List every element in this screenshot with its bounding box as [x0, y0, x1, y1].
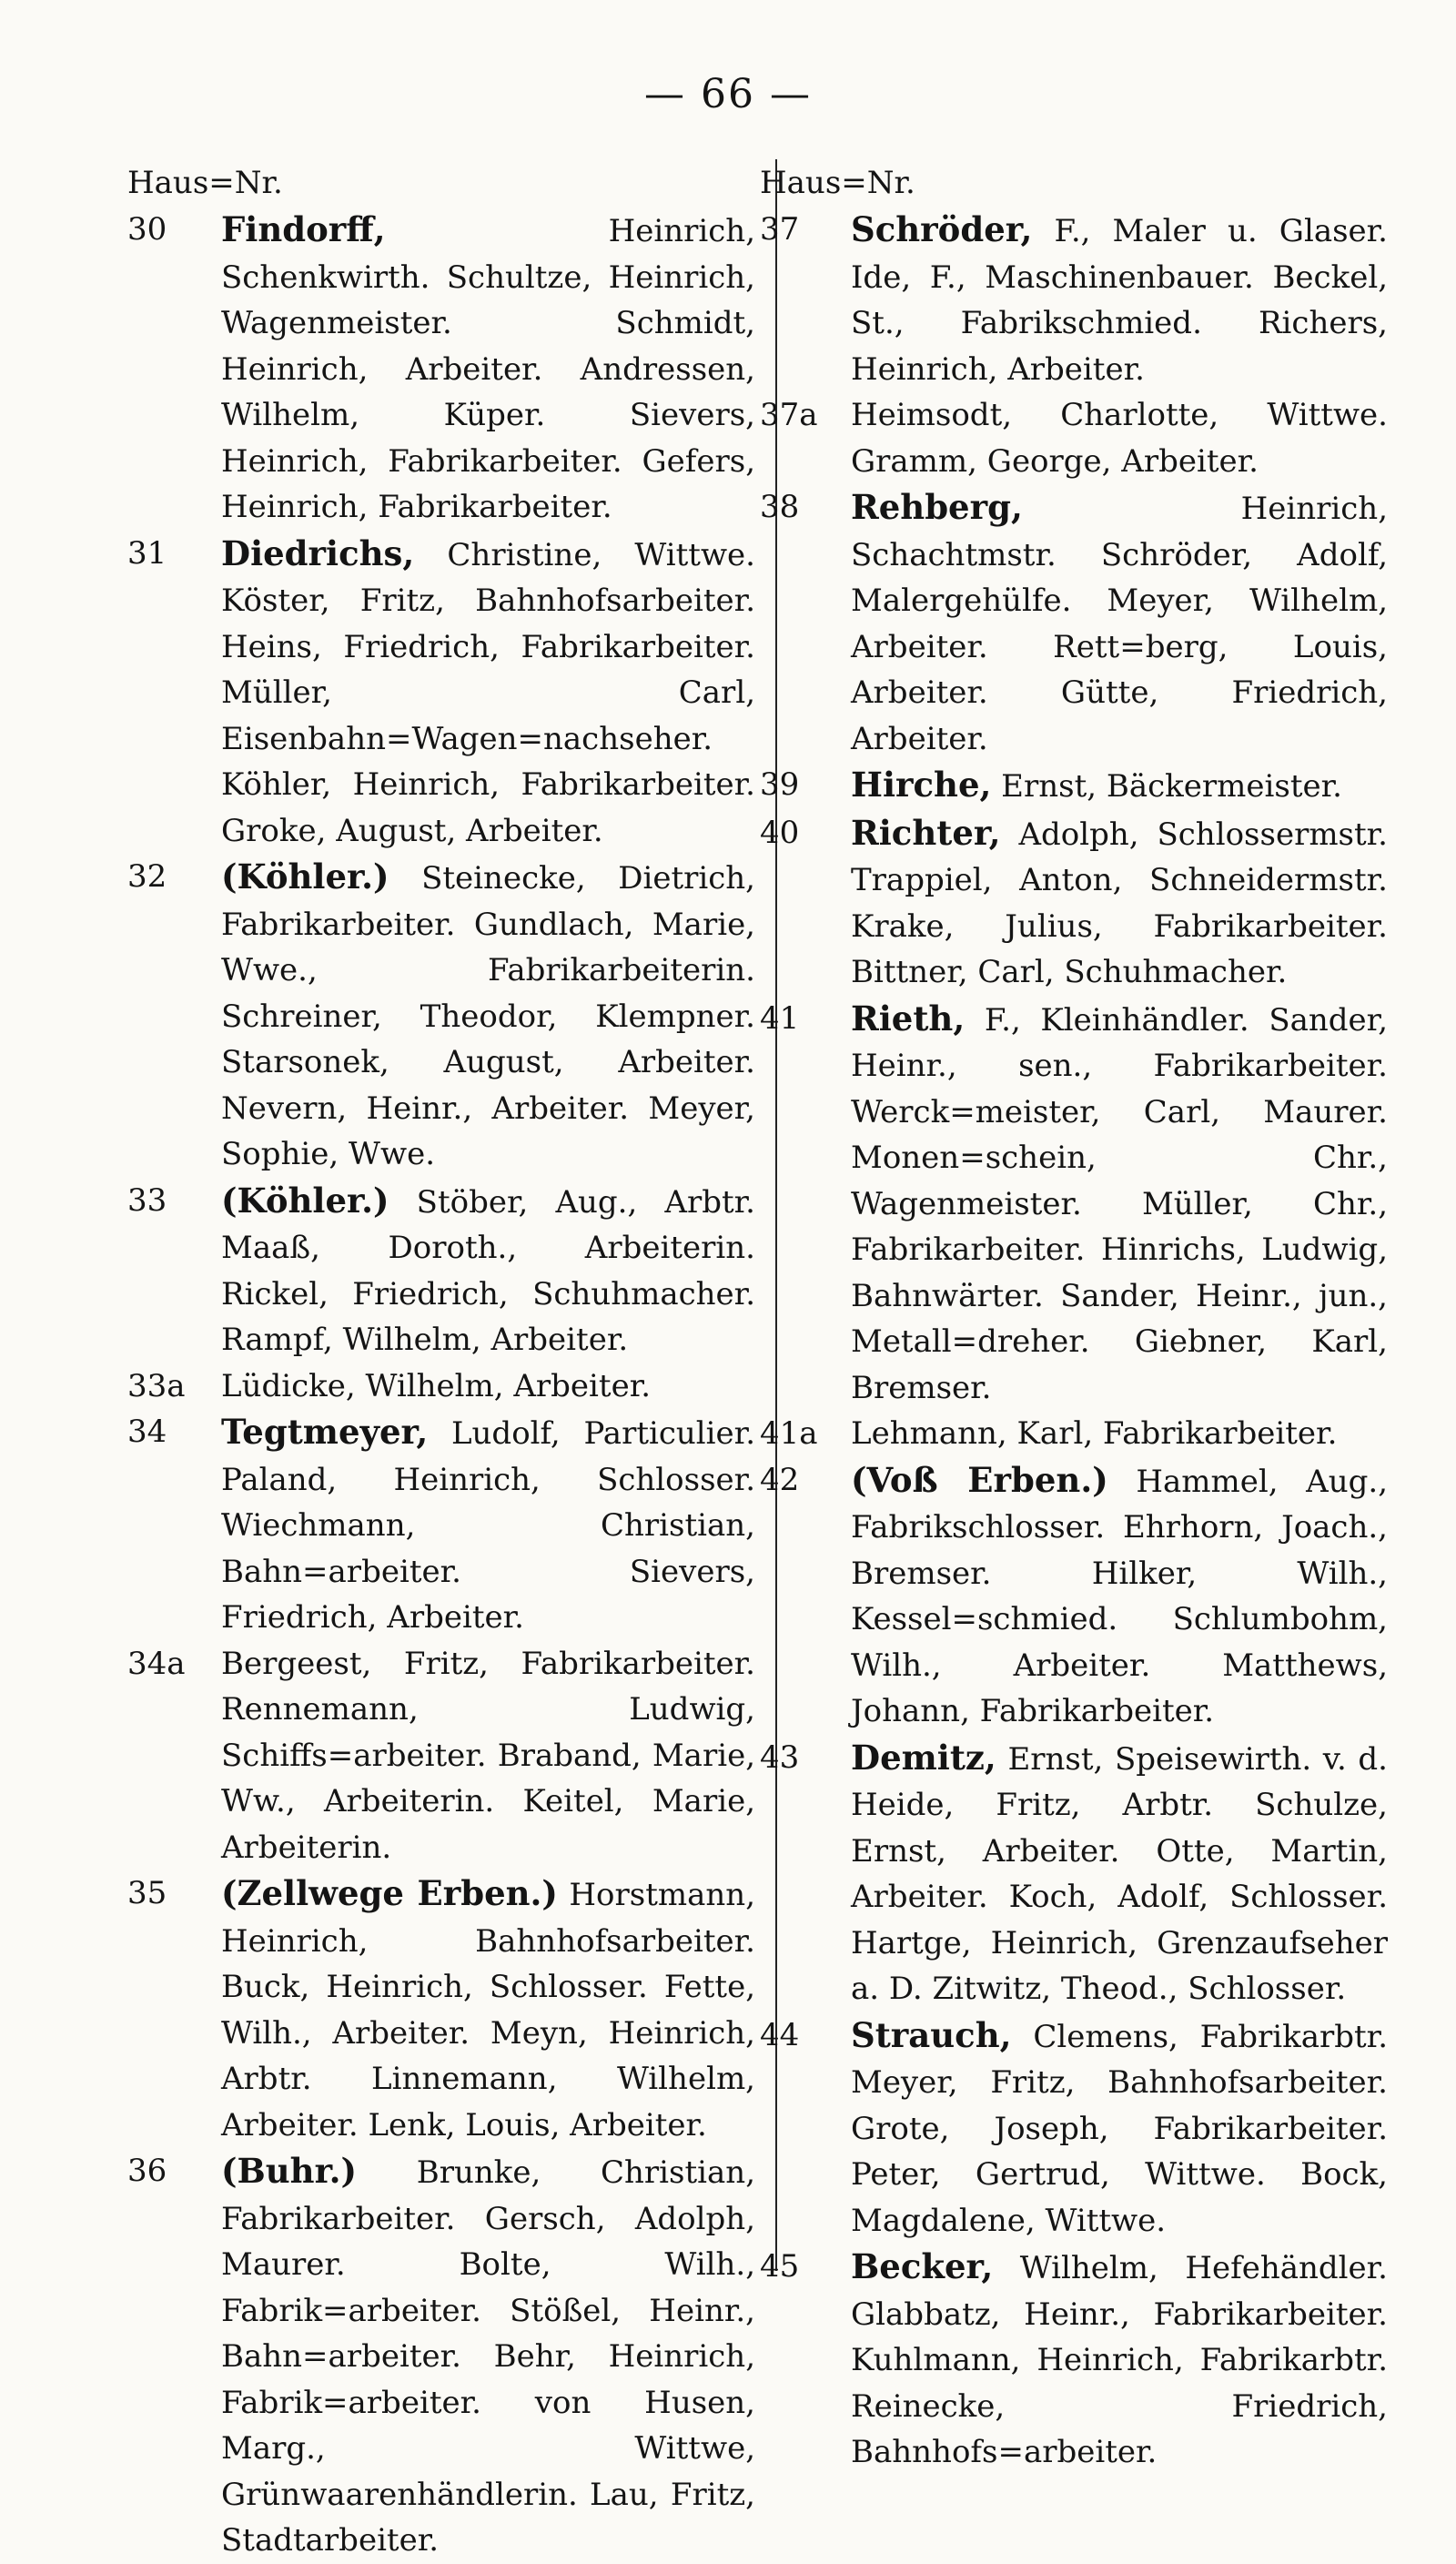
residents-text: Ernst, Bäckermeister. — [1001, 768, 1342, 805]
entry-text — [851, 1457, 1388, 1735]
entry-list — [760, 207, 1388, 2476]
house-entry — [760, 1411, 1388, 1457]
house-number: 30 — [127, 211, 167, 248]
house-number: 33 — [127, 1181, 167, 1219]
house-entry — [127, 531, 755, 855]
residents-text: Lüdicke, Wilhelm, Arbeiter. — [221, 1367, 652, 1404]
left-column — [127, 159, 755, 2564]
owner-name: Rehberg, — [851, 487, 1023, 527]
house-number: 34a — [127, 1645, 186, 1682]
owner-name: (Köhler.) — [221, 1180, 389, 1221]
house-entry — [760, 2244, 1388, 2476]
house-number: 33a — [127, 1367, 186, 1404]
house-entry — [760, 996, 1388, 1412]
page-number: — 66 — — [644, 71, 812, 117]
residents-text: Brunke, Christian, Fabrikarbeiter. Gersch, Adolph, Maurer. Bolte, Wilh., Fabrik=arbeiter. Stößel, Heinr., Bahn=arbeiter. Behr, Heinrich, Fabrik=arbeiter. von Husen, Marg., Wittwe, Grünwaarenhändlerin. Lau, Fritz, Stadtarbeiter. — [221, 2154, 756, 2559]
residents-text: Clemens, Fabrikarbtr. Meyer, Fritz, Bahnhofsarbeiter. Grote, Joseph, Fabrikarbeiter. Peter, Gertrud, Wittwe. Bock, Magdalene, Wittwe. — [851, 2018, 1388, 2239]
house-number: 45 — [760, 2248, 800, 2285]
house-entry — [760, 1457, 1388, 1735]
residents-text: Stöber, Aug., Arbtr. Maaß, Doroth., Arbeiterin. Rickel, Friedrich, Schuhmacher. Rampf, Wilhelm, Arbeiter. — [221, 1183, 755, 1358]
owner-name: Diedrichs, — [221, 532, 415, 573]
owner-name: Rieth, — [851, 998, 966, 1039]
house-entry — [760, 2012, 1388, 2245]
house-entry — [760, 207, 1388, 392]
house-entry — [760, 762, 1388, 810]
entry-text — [851, 762, 1388, 810]
house-number: 38 — [760, 489, 800, 525]
house-entry — [127, 1870, 755, 2148]
residents-text: Horstmann, Heinrich, Bahnhofsarbeiter. Buck, Heinrich, Schlosser. Fette, Wilh., Arbeiter. Meyn, Heinrich, Arbtr. Linnemann, Wilhelm, Arbeiter. Lenk, Louis, Arbeiter. — [221, 1877, 756, 2143]
house-entry — [760, 810, 1388, 996]
house-number: 41 — [760, 999, 800, 1037]
entry-text — [851, 207, 1388, 392]
residents-text: Ludolf, Particulier. Paland, Heinrich, Schlosser. Wiechmann, Christian, Bahn=arbeiter. Sievers, Friedrich, Arbeiter. — [221, 1415, 755, 1636]
entry-text — [221, 2148, 755, 2564]
house-number: 39 — [760, 766, 800, 803]
house-number: 36 — [127, 2153, 167, 2189]
residents-text: Ernst, Speisewirth. v. d. Heide, Fritz, Arbtr. Schulze, Ernst, Arbeiter. Otte, Martin, Arbeiter. Koch, Adolf, Schlosser. Hartge, Heinrich, Grenzaufseher a. D. Zitwitz, Theod., Schlosser. — [851, 1740, 1388, 2007]
entry-text — [851, 2244, 1388, 2476]
house-entry — [127, 854, 755, 1178]
owner-name: (Köhler.) — [221, 856, 389, 897]
house-number: 37 — [760, 211, 800, 248]
residents-text: Christine, Wittwe. Köster, Fritz, Bahnhofsarbeiter. Heins, Friedrich, Fabrikarbeiter. Müller, Carl, Eisenbahn=Wagen=nachseher. Köhler, Heinrich, Fabrikarbeiter. Groke, August, Arbeiter. — [221, 536, 755, 849]
house-entry — [127, 1363, 755, 1410]
entry-text — [221, 1363, 755, 1410]
house-number: 37a — [760, 397, 818, 433]
house-entry — [127, 207, 755, 531]
residents-text: Heinrich, Schachtmstr. Schröder, Adolf, Malergehülfe. Meyer, Wilhelm, Arbeiter. Rett=berg, Louis, Arbeiter. Gütte, Friedrich, Arbeiter. — [851, 491, 1388, 757]
entry-text — [851, 1411, 1388, 1457]
house-entry — [127, 1409, 755, 1641]
residents-text: Heimsodt, Charlotte, Wittwe. Gramm, George, Arbeiter. — [851, 397, 1388, 480]
entry-list — [127, 207, 755, 2564]
residents-text: Heinrich, Schenkwirth. Schultze, Heinrich, Wagenmeister. Schmidt, Heinrich, Arbeiter. Andressen, Wilhelm, Küper. Sievers, Heinrich, Fabrikarbeiter. Gefers, Heinrich, Fabrikarbeiter. — [221, 213, 755, 525]
entry-text — [851, 810, 1388, 996]
residents-text: F., Kleinhändler. Sander, Heinr., sen., Fabrikarbeiter. Werck=meister, Carl, Maurer. Monen=schein, Chr., Wagenmeister. Müller, Chr., Fabrikarbeiter. Hinrichs, Ludwig, Bahnwärter. Sander, Heinr., jun., Metall=dreher. Giebner, Karl, Bremser. — [851, 1001, 1389, 1406]
entry-text — [851, 2012, 1388, 2245]
residents-text: Bergeest, Fritz, Fabrikarbeiter. Rennemann, Ludwig, Schiffs=arbeiter. Braband, Marie, Ww., Arbeiterin. Keitel, Marie, Arbeiterin. — [221, 1645, 755, 1866]
entry-text — [221, 854, 755, 1178]
house-number: 32 — [127, 858, 167, 895]
house-number: 40 — [760, 814, 800, 851]
residents-text: Steinecke, Dietrich, Fabrikarbeiter. Gundlach, Marie, Wwe., Fabrikarbeiterin. Schreiner, Theodor, Klempner. Starsonek, August, Arbeiter. Nevern, Heinr., Arbeiter. Meyer, Sophie, Wwe. — [221, 860, 755, 1172]
house-entry — [127, 1178, 755, 1363]
residents-text: Hammel, Aug., Fabrikschlosser. Ehrhorn, Joach., Bremser. Hilker, Wilh., Kessel=schmied. Schlumbohm, Wilh., Arbeiter. Matthews, Johann, Fabrikarbeiter. — [851, 1463, 1389, 1729]
entry-text — [221, 531, 755, 855]
entry-text — [221, 1409, 755, 1641]
house-entry — [760, 1735, 1388, 2012]
right-column — [760, 159, 1388, 2476]
house-number: 35 — [127, 1875, 167, 1911]
house-entry — [760, 392, 1388, 484]
entry-text — [851, 392, 1388, 484]
owner-name: Hirche, — [851, 765, 992, 805]
entry-text — [851, 484, 1388, 762]
owner-name: (Buhr.) — [221, 2151, 358, 2191]
house-number-header: Haus=Nr. — [127, 165, 283, 201]
house-entry — [127, 1641, 755, 1871]
house-number-header: Haus=Nr. — [760, 165, 915, 201]
residents-text: F., Maler u. Glaser. Ide, F., Maschinenbauer. Beckel, St., Fabrikschmied. Richers, Heinrich, Arbeiter. — [851, 213, 1388, 388]
entry-text — [221, 1870, 755, 2148]
entry-text — [221, 1641, 755, 1871]
house-number: 43 — [760, 1738, 800, 1776]
house-entry — [127, 2148, 755, 2564]
house-entry — [760, 484, 1388, 762]
house-number: 41a — [760, 1415, 818, 1452]
residents-text: Wilhelm, Hefehändler. Glabbatz, Heinr., Fabrikarbeiter. Kuhlmann, Heinrich, Fabrikarbtr. Reinecke, Friedrich, Bahnhofs=arbeiter. — [851, 2250, 1388, 2470]
owner-name: Findorff, — [221, 209, 386, 249]
house-number: 44 — [760, 2016, 800, 2053]
entry-text — [851, 996, 1388, 1412]
owner-name: (Zellwege Erben.) — [221, 1873, 558, 1913]
entry-text — [851, 1735, 1388, 2012]
owner-name: Becker, — [851, 2246, 994, 2286]
house-number: 42 — [760, 1461, 800, 1498]
entry-text — [221, 1178, 755, 1363]
house-number: 31 — [127, 534, 167, 572]
owner-name: Strauch, — [851, 2014, 1012, 2055]
owner-name: Demitz, — [851, 1737, 996, 1778]
house-number: 34 — [127, 1414, 167, 1450]
owner-name: Richter, — [851, 812, 1001, 853]
residents-text: Adolph, Schlossermstr. Trappiel, Anton, Schneidermstr. Krake, Julius, Fabrikarbeiter. Bittner, Carl, Schuhmacher. — [851, 816, 1388, 990]
owner-name: Tegtmeyer, — [221, 1412, 429, 1452]
owner-name: (Voß Erben.) — [851, 1459, 1108, 1500]
owner-name: Schröder, — [851, 209, 1033, 249]
entry-text — [221, 207, 755, 531]
residents-text: Lehmann, Karl, Fabrikarbeiter. — [851, 1415, 1338, 1452]
